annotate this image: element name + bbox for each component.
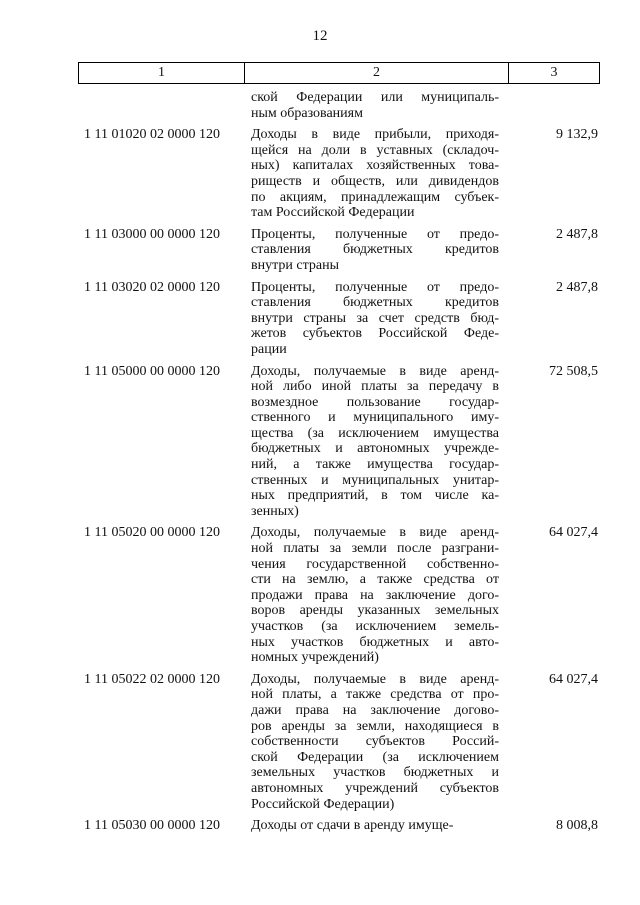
description-line: риществ и обществ, или дивидендов (251, 173, 499, 189)
description-line: ных участков бюджетных и авто- (251, 634, 499, 650)
description-line: автономных учреждений субъектов (251, 780, 499, 796)
table-row (78, 127, 600, 221)
amount: 64 027,4 (549, 525, 598, 541)
income-description (251, 364, 499, 520)
description-line: жетов субъектов Российской Феде- (251, 326, 499, 342)
description-line: по акциям, принадлежащим субъек- (251, 189, 499, 205)
description-line: номных учреждений) (251, 650, 379, 666)
description-line: зенных) (251, 503, 299, 519)
description-line: Доходы, получаемые в виде аренд- (251, 363, 499, 379)
budget-code: 1 11 03020 02 0000 120 (84, 279, 220, 295)
budget-code (78, 90, 243, 121)
description-line: собственности субъектов Россий- (251, 734, 499, 750)
table-row (78, 672, 600, 812)
table-body (78, 84, 600, 834)
table-row (78, 364, 600, 520)
description-line: участков (за исключением земель- (251, 619, 499, 634)
description-line: земельных участков бюджетных и (251, 765, 499, 781)
table-row (78, 525, 600, 665)
description-line: ний, а также имущества государ- (251, 457, 499, 473)
description-line: ставления бюджетных кредитов (251, 295, 499, 311)
column-header-2: 2 (245, 63, 509, 83)
description-line: ной либо иной платы за передачу в (251, 379, 499, 395)
description-line: щества (за исключением имущества (251, 425, 499, 441)
description-line: чения государственной собственно- (251, 556, 499, 572)
description-line: воров аренды указанных земельных (251, 603, 499, 619)
amount (499, 90, 600, 121)
description-line: щейся на доли в уставных (складоч- (251, 142, 499, 158)
description-line: внутри страны за счет средств бюд- (251, 310, 499, 326)
description-line: Доходы в виде прибыли, приходя- (251, 127, 499, 143)
budget-code: 1 11 03000 00 0000 120 (84, 226, 220, 242)
description-line: сти на землю, а также средства от (251, 572, 499, 588)
description-line: дажи права на заключение догово- (251, 702, 499, 718)
table-row (78, 90, 600, 121)
table-header (78, 62, 600, 84)
description-line: бюджетных и автономных учрежде- (251, 441, 499, 457)
income-description (251, 525, 499, 665)
budget-code: 1 11 05000 00 0000 120 (84, 363, 220, 379)
income-description (251, 227, 499, 274)
description-line: ных предприятий, в том числе ка- (251, 488, 499, 504)
description-line: ных) капиталах хозяйственных това- (251, 158, 499, 174)
income-description (251, 672, 499, 812)
income-description (251, 127, 499, 221)
amount: 2 487,8 (556, 279, 598, 295)
description-line: ственных и муниципальных унитар- (251, 472, 499, 488)
description-line: внутри страны (251, 257, 339, 273)
description-line: рации (251, 341, 287, 357)
description-line: ственного и муниципального иму- (251, 410, 499, 426)
income-description (251, 818, 499, 834)
description-line: ной платы за земли после разграни- (251, 541, 499, 557)
description-line: ской Федерации (за исключением (251, 749, 499, 765)
amount: 8 008,8 (556, 818, 598, 834)
description-line: ставления бюджетных кредитов (251, 242, 499, 258)
description-line: ным образованиям (251, 105, 363, 121)
description-line: продажи права на заключение дого- (251, 587, 499, 603)
description-line: Проценты, полученные от предо- (251, 279, 499, 295)
amount: 72 508,5 (549, 363, 598, 379)
budget-code: 1 11 05020 00 0000 120 (84, 525, 220, 541)
description-line: Российской Федерации) (251, 796, 395, 812)
amount: 2 487,8 (556, 226, 598, 242)
description-line: там Российской Федерации (251, 205, 415, 221)
table-row (78, 280, 600, 358)
description-line: ров аренды за земли, находящиеся в (251, 718, 499, 734)
budget-code: 1 11 01020 02 0000 120 (84, 127, 220, 143)
description-line: Доходы от сдачи в аренду имуще- (251, 818, 454, 834)
page-number: 12 (312, 28, 328, 44)
budget-code: 1 11 05022 02 0000 120 (84, 671, 220, 687)
description-line: ной платы, а также средства от про- (251, 687, 499, 703)
description-line: ской Федерации или муниципаль- (251, 90, 499, 105)
income-description (251, 280, 499, 358)
description-line: Проценты, полученные от предо- (251, 226, 499, 242)
description-line: возмездное пользование государ- (251, 394, 499, 410)
description-line: Доходы, получаемые в виде аренд- (251, 671, 499, 687)
budget-code: 1 11 05030 00 0000 120 (84, 818, 220, 834)
description-line: Доходы, получаемые в виде аренд- (251, 525, 499, 541)
income-description (251, 90, 499, 121)
column-header-3: 3 (550, 65, 558, 80)
amount: 9 132,9 (556, 127, 598, 143)
column-header-1: 1 (79, 63, 245, 83)
amount: 64 027,4 (549, 671, 598, 687)
table-row (78, 227, 600, 274)
table-row (78, 818, 600, 834)
